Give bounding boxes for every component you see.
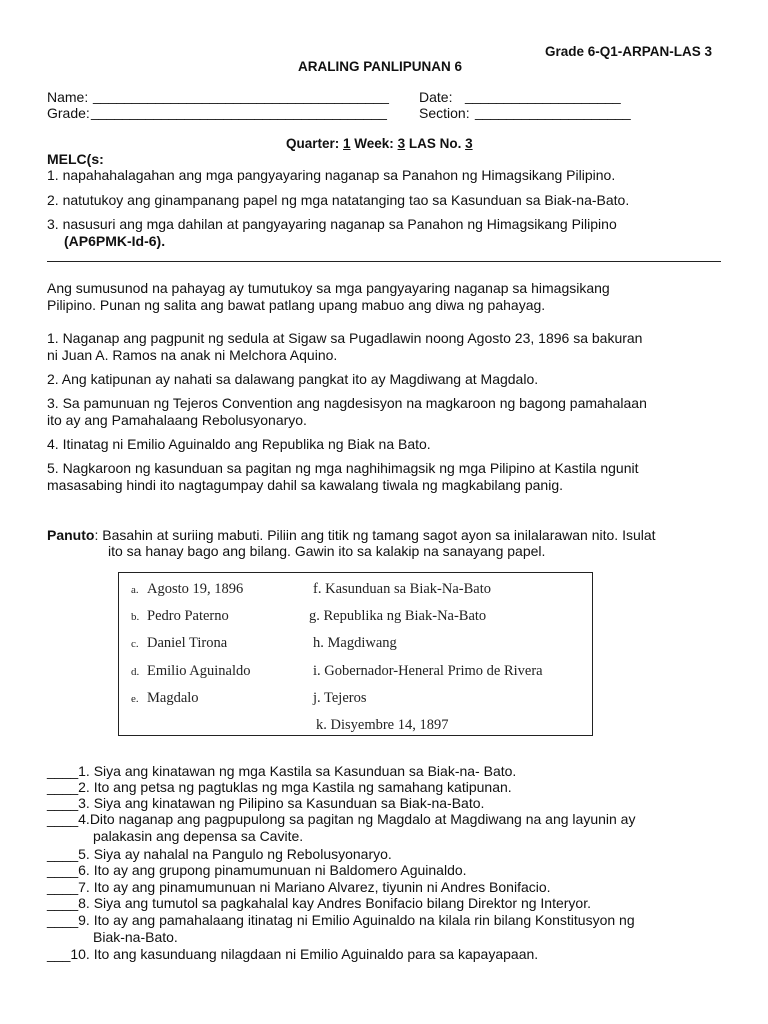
choice-text: Kasunduan sa Biak-Na-Bato bbox=[325, 581, 491, 597]
choice-a bbox=[131, 581, 243, 598]
choice-letter: k. bbox=[316, 717, 327, 733]
choice-letter: e. bbox=[131, 693, 139, 705]
question: ___10. Ito ang kasunduang nilagdaan ni Emilio Aguinaldo para sa kapayapaan. bbox=[47, 946, 539, 962]
choice-letter: c. bbox=[131, 638, 139, 650]
intro-line: Pilipino. Punan ng salita ang bawat patlang upang mabuo ang diwa ng pahayag. bbox=[47, 297, 546, 313]
statement: 1. Naganap ang pagpunit ng sedula at Sigaw sa Pugadlawin noong Agosto 23, 1896 sa bakuran bbox=[47, 330, 643, 346]
quarter-label: Quarter: bbox=[286, 136, 344, 151]
choice-text: Magdiwang bbox=[327, 635, 397, 651]
choice-text: Magdalo bbox=[147, 690, 199, 706]
section-field[interactable]: ____________________ bbox=[475, 104, 631, 120]
choice-e bbox=[131, 690, 199, 707]
grade-label: Grade: bbox=[47, 105, 90, 121]
choice-text: Emilio Aguinaldo bbox=[147, 663, 251, 679]
date-label: Date: bbox=[419, 89, 453, 105]
melc-item: 1. napahahalagahan ang mga pangyayaring naganap sa Panahon ng Himagsikang Pilipino. bbox=[47, 167, 616, 183]
question: ____1. Siya ang kinatawan ng mga Kastila sa Kasunduan sa Biak-na- Bato. bbox=[47, 763, 517, 779]
choices-box bbox=[118, 572, 593, 736]
choice-d bbox=[131, 663, 251, 680]
choice-i bbox=[313, 663, 543, 680]
choice-g bbox=[309, 608, 486, 625]
statement: 4. Itinatag ni Emilio Aguinaldo ang Republika ng Biak na Bato. bbox=[47, 436, 431, 452]
question: ____7. Ito ay ang pinamumunuan ni Mariano Alvarez, tiyunin ni Andres Bonifacio. bbox=[47, 879, 551, 895]
statement: 3. Sa pamunuan ng Tejeros Convention ang nagdesisyon na magkaroon ng bagong pamahalaan bbox=[47, 395, 647, 411]
melc-code-text: (AP6PMK-Id-6) bbox=[64, 233, 162, 249]
choice-text: Republika ng Biak-Na-Bato bbox=[323, 608, 487, 624]
choice-k bbox=[316, 717, 449, 734]
choice-letter: a. bbox=[131, 584, 139, 596]
question: ____5. Siya ay nahalal na Pangulo ng Rebolusyonaryo. bbox=[47, 846, 392, 862]
melc-item: 2. natutukoy ang ginampanang papel ng mga natatanging tao sa Kasunduan sa Biak-na-Bato. bbox=[47, 192, 630, 208]
statement: 5. Nagkaroon ng kasunduan sa pagitan ng mga naghihimagsik ng mga Pilipino at Kastila ngunit bbox=[47, 460, 639, 476]
melc-code-period: . bbox=[161, 233, 166, 249]
name-label: Name: bbox=[47, 89, 89, 105]
choice-j bbox=[313, 690, 367, 707]
intro-line: Ang sumusunod na pahayag ay tumutukoy sa mga pangyayaring naganap sa himagsikang bbox=[47, 280, 610, 296]
choice-text: Tejeros bbox=[324, 690, 367, 706]
statement: 2. Ang katipunan ay nahati sa dalawang pangkat ito ay Magdiwang at Magdalo. bbox=[47, 371, 539, 387]
question: ____4.Dito naganap ang pagpupulong sa pagitan ng Magdalo at Magdiwang na ang layunin ay bbox=[47, 811, 636, 827]
choice-text: Agosto 19, 1896 bbox=[147, 581, 244, 597]
week-label: Week: bbox=[350, 136, 398, 151]
name-field[interactable]: ______________________________________ bbox=[93, 88, 389, 104]
question: ____8. Siya ang tumutol sa pagkahalal kay Andres Bonifacio bilang Direktor ng Interyor. bbox=[47, 895, 591, 911]
grade-field[interactable]: ______________________________________ bbox=[91, 104, 387, 120]
choice-c bbox=[131, 635, 227, 652]
panuto-colon: : bbox=[94, 527, 99, 543]
page-title: ARALING PANLIPUNAN 6 bbox=[298, 59, 463, 74]
statement-cont: masasabing hindi ito nagtagumpay dahil sa kawalang tiwala ng magkabilang panig. bbox=[47, 477, 564, 493]
week-value: 3 bbox=[397, 136, 406, 151]
choice-letter: d. bbox=[131, 666, 140, 678]
statement-cont: ni Juan A. Ramos na anak ni Melchora Aquino. bbox=[47, 347, 338, 363]
choice-letter: b. bbox=[131, 611, 140, 623]
question: ____9. Ito ay ang pamahalaang itinatag ni Emilio Aguinaldo na kilala rin bilang Konstitusyon ng bbox=[47, 912, 635, 928]
choice-f bbox=[313, 581, 491, 598]
date-field[interactable]: ____________________ bbox=[465, 88, 621, 104]
panuto-text: Basahin at suriing mabuti. Piliin ang titik ng tamang sagot ayon sa inilalarawan nito. Isulat bbox=[98, 527, 656, 543]
choice-text: Gobernador-Heneral Primo de Rivera bbox=[324, 663, 543, 679]
choice-text: Daniel Tirona bbox=[147, 635, 228, 651]
choice-letter: j. bbox=[313, 690, 321, 706]
question: ____6. Ito ay ang grupong pinamumunuan ni Baldomero Aguinaldo. bbox=[47, 862, 467, 878]
choice-letter: g. bbox=[309, 608, 320, 624]
section-label: Section: bbox=[419, 105, 470, 121]
melc-rule-text bbox=[47, 249, 721, 265]
choice-text: Pedro Paterno bbox=[147, 608, 229, 624]
statement-cont: ito ay ang Pamahalaang Rebolusyonaryo. bbox=[47, 412, 307, 428]
quarter-line bbox=[286, 136, 473, 151]
melc-code bbox=[64, 233, 165, 249]
question-cont: palakasin ang depensa sa Cavite. bbox=[93, 828, 304, 844]
choice-letter: i. bbox=[313, 663, 321, 679]
quarter-value: 1 bbox=[343, 136, 351, 151]
choice-h bbox=[313, 635, 397, 652]
panuto-label: Panuto bbox=[47, 527, 95, 543]
choice-letter: f. bbox=[313, 581, 322, 597]
choice-b bbox=[131, 608, 229, 625]
melc-heading: MELC(s: bbox=[47, 151, 104, 167]
panuto-line-2: ito sa hanay bago ang bilang. Gawin ito sa kalakip na sanayang papel. bbox=[108, 543, 546, 559]
las-value: 3 bbox=[465, 136, 473, 151]
las-label: LAS No. bbox=[405, 136, 466, 151]
question: ____3. Siya ang kinatawan ng Pilipino sa Kasunduan sa Biak-na-Bato. bbox=[47, 795, 485, 811]
question-cont: Biak-na-Bato. bbox=[93, 929, 178, 945]
document-code: Grade 6-Q1-ARPAN-LAS 3 bbox=[545, 44, 713, 59]
choice-letter: h. bbox=[313, 635, 324, 651]
melc-item: 3. nasusuri ang mga dahilan at pangyayaring naganap sa Panahon ng Himagsikang Pilipino bbox=[47, 216, 617, 232]
panuto-line bbox=[47, 527, 656, 543]
question: ____2. Ito ang petsa ng pagtuklas ng mga Kastila ng samahang katipunan. bbox=[47, 779, 512, 795]
divider bbox=[47, 261, 721, 262]
choice-text: Disyembre 14, 1897 bbox=[330, 717, 449, 733]
